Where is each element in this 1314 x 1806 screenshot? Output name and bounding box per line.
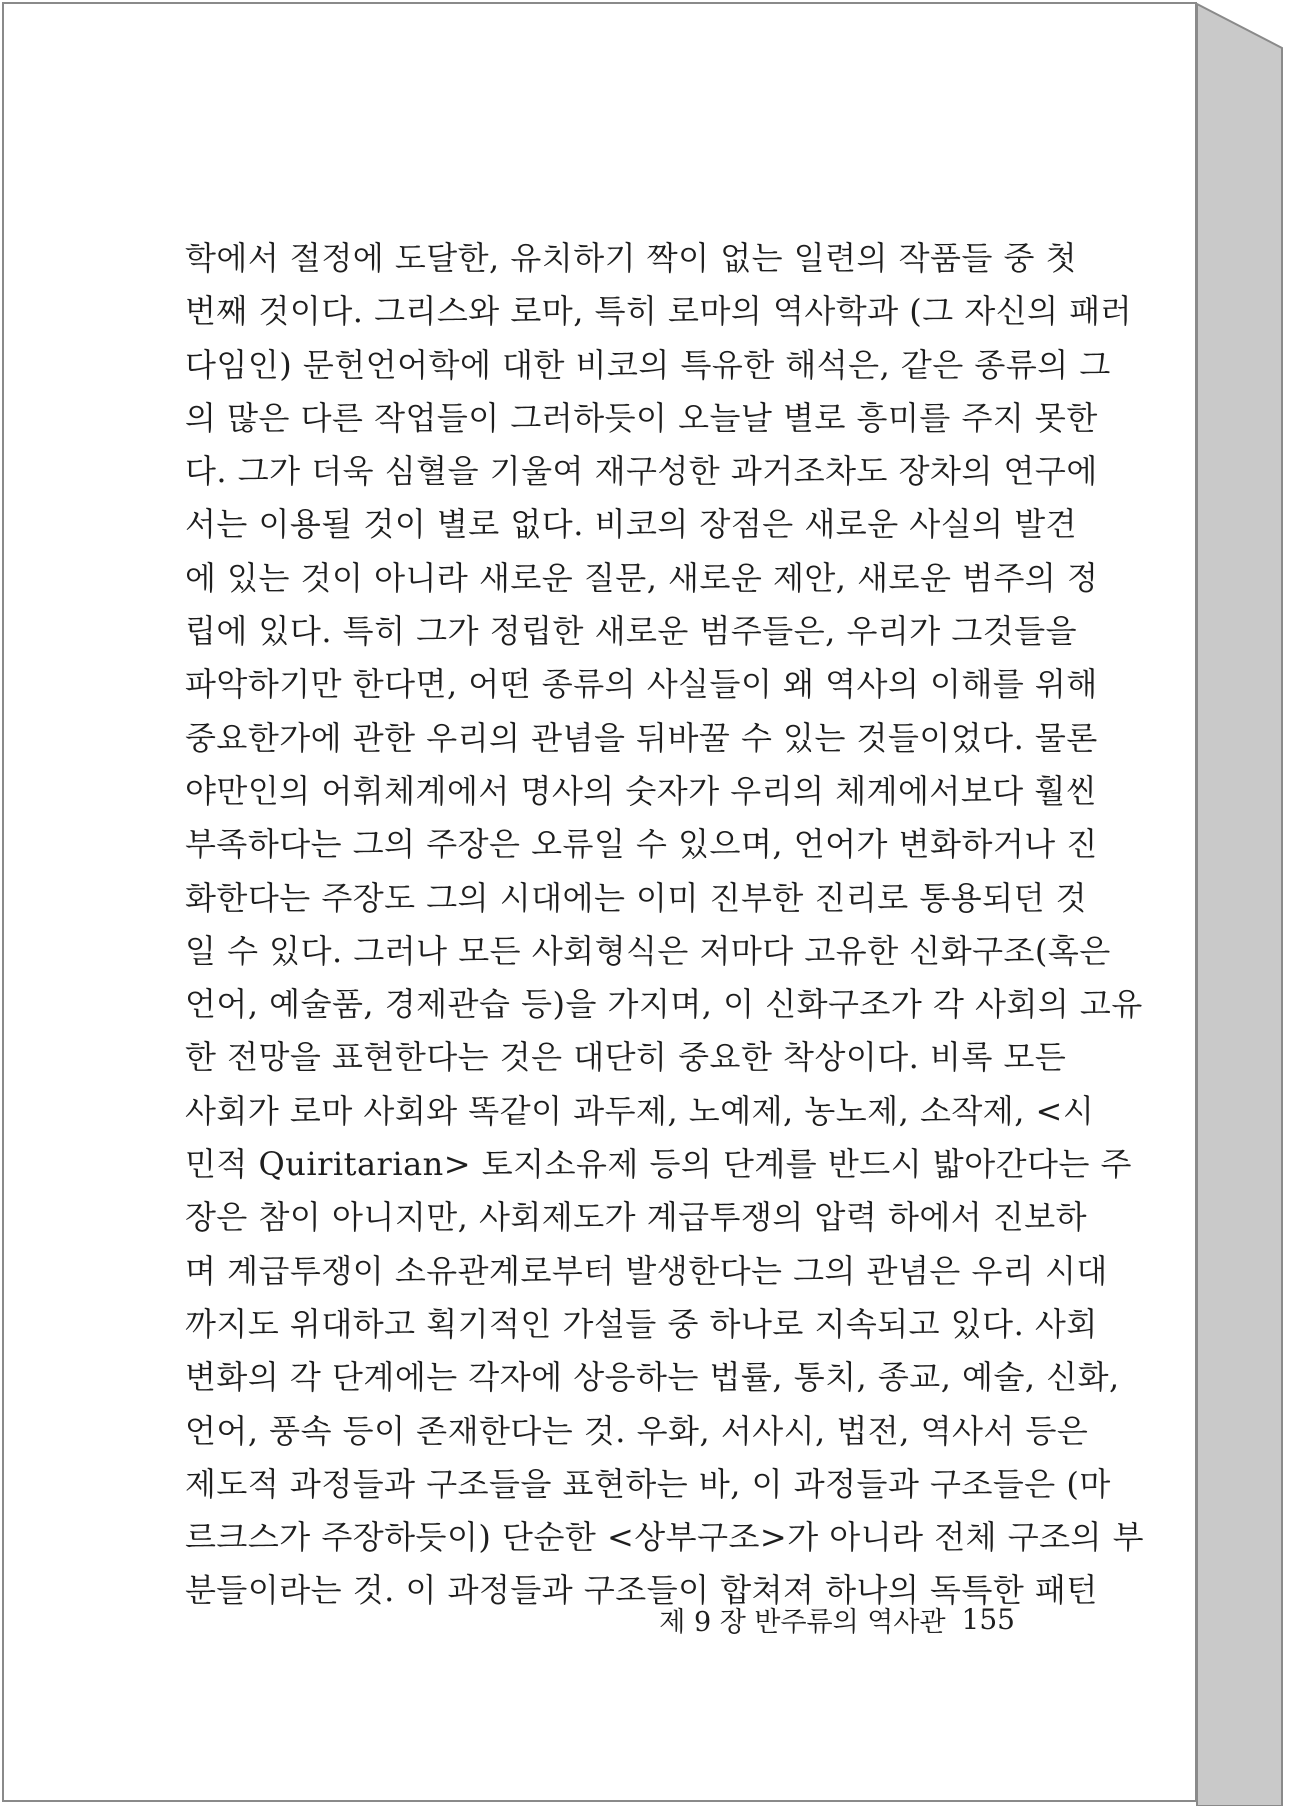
- running-footer: 제 9 장 반주류의 역사관: [659, 1606, 946, 1638]
- page-number: 155: [961, 1602, 1015, 1636]
- text-line: 화한다는 주장도 그의 시대에는 이미 진부한 진리로 통용되던 것: [185, 878, 1088, 917]
- text-line: 까지도 위대하고 획기적인 가설들 중 하나로 지속되고 있다. 사회: [185, 1304, 1098, 1343]
- text-line: 파악하기만 한다면, 어떤 종류의 사실들이 왜 역사의 이해를 위해: [185, 665, 1098, 704]
- page-footer: [659, 1598, 1015, 1640]
- text-line: 한 전망을 표현한다는 것은 대단히 중요한 착상이다. 비록 모든: [185, 1038, 1067, 1077]
- text-line: 립에 있다. 특히 그가 정립한 새로운 범주들은, 우리가 그것들을: [185, 612, 1078, 651]
- text-line: 의 많은 다른 작업들이 그러하듯이 오늘날 별로 흥미를 주지 못한: [185, 398, 1098, 437]
- text-line: 사회가 로마 사회와 똑같이 과두제, 노예제, 농노제, 소작제, <시: [185, 1091, 1095, 1130]
- text-line: 다임인) 문헌언어학에 대한 비코의 특유한 해석은, 같은 종류의 그: [185, 345, 1111, 384]
- text-line: 변화의 각 단계에는 각자에 상응하는 법률, 통치, 종교, 예술, 신화,: [185, 1358, 1120, 1397]
- text-line: 부족하다는 그의 주장은 오류일 수 있으며, 언어가 변화하거나 진: [185, 825, 1098, 864]
- text-line: 일 수 있다. 그러나 모든 사회형식은 저마다 고유한 신화구조(혹은: [185, 931, 1111, 970]
- text-line: 민적 Quiritarian> 토지소유제 등의 단계를 반드시 밟아간다는 주: [185, 1145, 1132, 1184]
- text-line: 번째 것이다. 그리스와 로마, 특히 로마의 역사학과 (그 자신의 패러: [185, 292, 1133, 331]
- text-line: 학에서 절정에 도달한, 유치하기 짝이 없는 일련의 작품들 중 첫: [185, 239, 1078, 277]
- text-line: 제도적 과정들과 구조들을 표현하는 바, 이 과정들과 구조들은 (마: [185, 1464, 1111, 1503]
- text-line: 며 계급투쟁이 소유관계로부터 발생한다는 그의 관념은 우리 시대: [185, 1251, 1108, 1290]
- text-line: 에 있는 것이 아니라 새로운 질문, 새로운 제안, 새로운 범주의 정: [185, 558, 1099, 597]
- text-line: 장은 참이 아니지만, 사회제도가 계급투쟁의 압력 하에서 진보하: [185, 1198, 1088, 1237]
- text-line: 서는 이용될 것이 별로 없다. 비코의 장점은 새로운 사실의 발견: [185, 505, 1078, 544]
- body-text: [185, 232, 1145, 1618]
- text-line: 다. 그가 더욱 심혈을 기울여 재구성한 과거조차도 장차의 연구에: [185, 452, 1098, 491]
- text-line: 언어, 예술품, 경제관습 등)을 가지며, 이 신화구조가 각 사회의 고유: [185, 985, 1143, 1024]
- text-line: 언어, 풍속 등이 존재한다는 것. 우화, 서사시, 법전, 역사서 등은: [185, 1411, 1089, 1450]
- text-line: 야만인의 어휘체계에서 명사의 숫자가 우리의 체계에서보다 훨씬: [185, 771, 1098, 810]
- text-line: 중요한가에 관한 우리의 관념을 뒤바꿀 수 있는 것들이었다. 물론: [185, 718, 1098, 757]
- text-line: 분들이라는 것. 이 과정들과 구조들이 합쳐져 하나의 독특한 패턴: [185, 1571, 1098, 1610]
- text-line: 르크스가 주장하듯이) 단순한 <상부구조>가 아니라 전체 구조의 부: [185, 1518, 1145, 1557]
